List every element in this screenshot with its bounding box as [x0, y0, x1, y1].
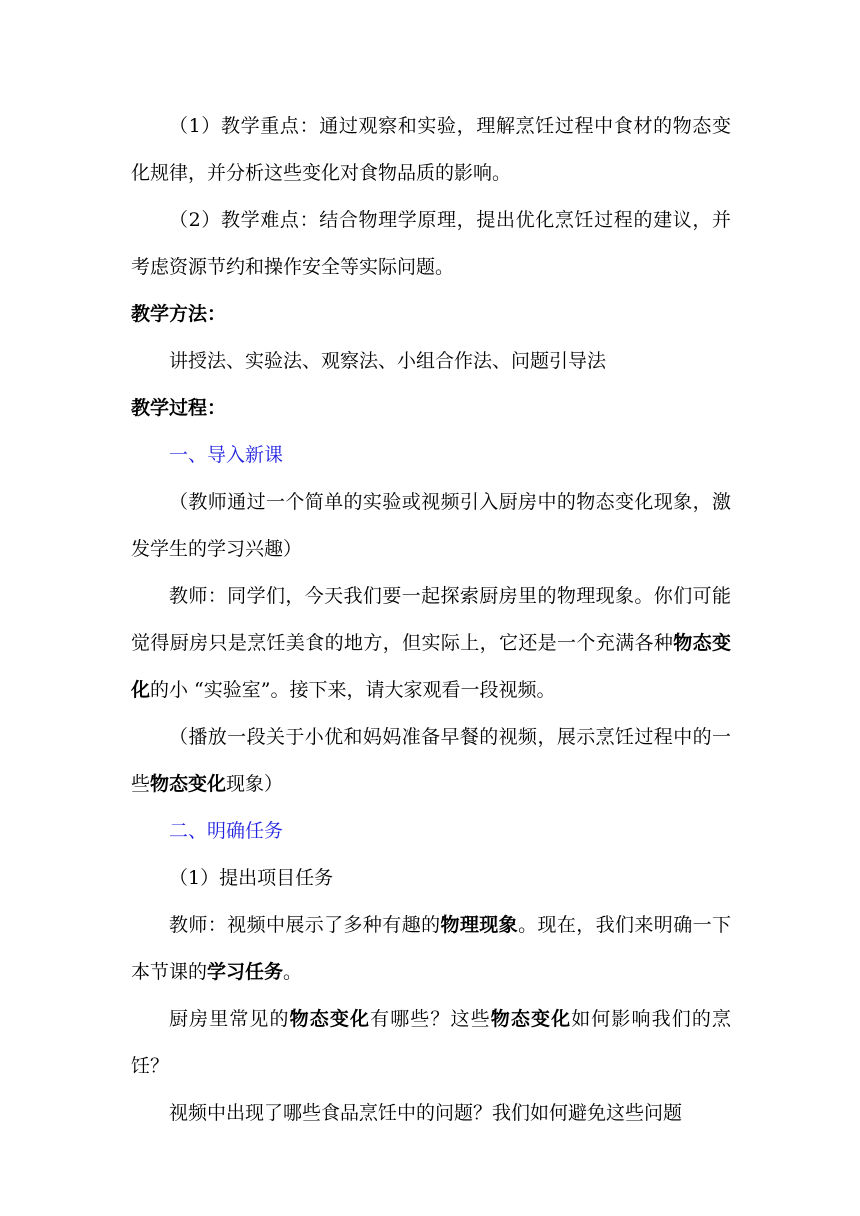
- bold-term: 学习任务: [207, 961, 284, 983]
- text-run: 如何影响我们的烹饪？: [131, 1008, 731, 1077]
- text-run: 现象）: [226, 773, 284, 795]
- text-run: 。现在，我们来明确一下本节课的: [131, 914, 731, 983]
- text-run: 教师：同学们，今天我们要一起探索厨房里的物理现象。你们可能觉得厨房只是烹饪美食的地方，但实际上，它还是一个充满各种: [131, 585, 731, 654]
- project-task-subheading: （1）提出项目任务: [169, 867, 334, 889]
- bold-term: 物态变化: [490, 1008, 572, 1030]
- teaching-process-heading: 教学过程：: [131, 397, 227, 419]
- question-paragraph-2: 视频中出现了哪些食品烹饪中的问题？我们如何避免这些问题: [169, 1102, 683, 1124]
- bold-term: 物理现象: [440, 914, 519, 936]
- bold-term: 物态变化: [131, 632, 731, 701]
- text-run: （播放一段关于小优和妈妈准备早餐的视频，展示烹饪过程中的一些: [131, 726, 731, 795]
- text-run: 。: [283, 961, 303, 983]
- teaching-focus-paragraph: （1）教学重点：通过观察和实验，理解烹饪过程中食材的物态变化规律，并分析这些变化对食物品质的影响。: [131, 115, 731, 184]
- teacher-intro-paragraph: [131, 573, 731, 714]
- text-run: 有哪些？这些: [370, 1008, 491, 1030]
- text-run: 教师：视频中展示了多种有趣的: [169, 914, 441, 936]
- bold-term: 物态变化: [289, 1008, 371, 1030]
- teaching-methods-heading: 教学方法：: [131, 303, 227, 325]
- intro-note-paragraph: （教师通过一个简单的实验或视频引入厨房中的物态变化现象，激发学生的学习兴趣）: [131, 491, 731, 560]
- document-page: [131, 103, 731, 1137]
- question-paragraph-1: [131, 996, 731, 1090]
- text-run: 的小 “实验室”。接下来，请大家观看一段视频。: [150, 679, 556, 701]
- teaching-difficulty-paragraph: （2）教学难点：结合物理学原理，提出优化烹饪过程的建议，并考虑资源节约和操作安全等实际问题。: [131, 209, 731, 278]
- text-run: 厨房里常见的: [169, 1008, 290, 1030]
- teacher-task-paragraph: [131, 902, 731, 996]
- section-heading-task: 二、明确任务: [169, 820, 284, 842]
- teaching-methods-list: 讲授法、实验法、观察法、小组合作法、问题引导法: [169, 350, 607, 372]
- section-heading-intro: 一、导入新课: [169, 444, 284, 466]
- video-note-paragraph: [131, 714, 731, 808]
- bold-term: 物态变化: [150, 773, 227, 795]
